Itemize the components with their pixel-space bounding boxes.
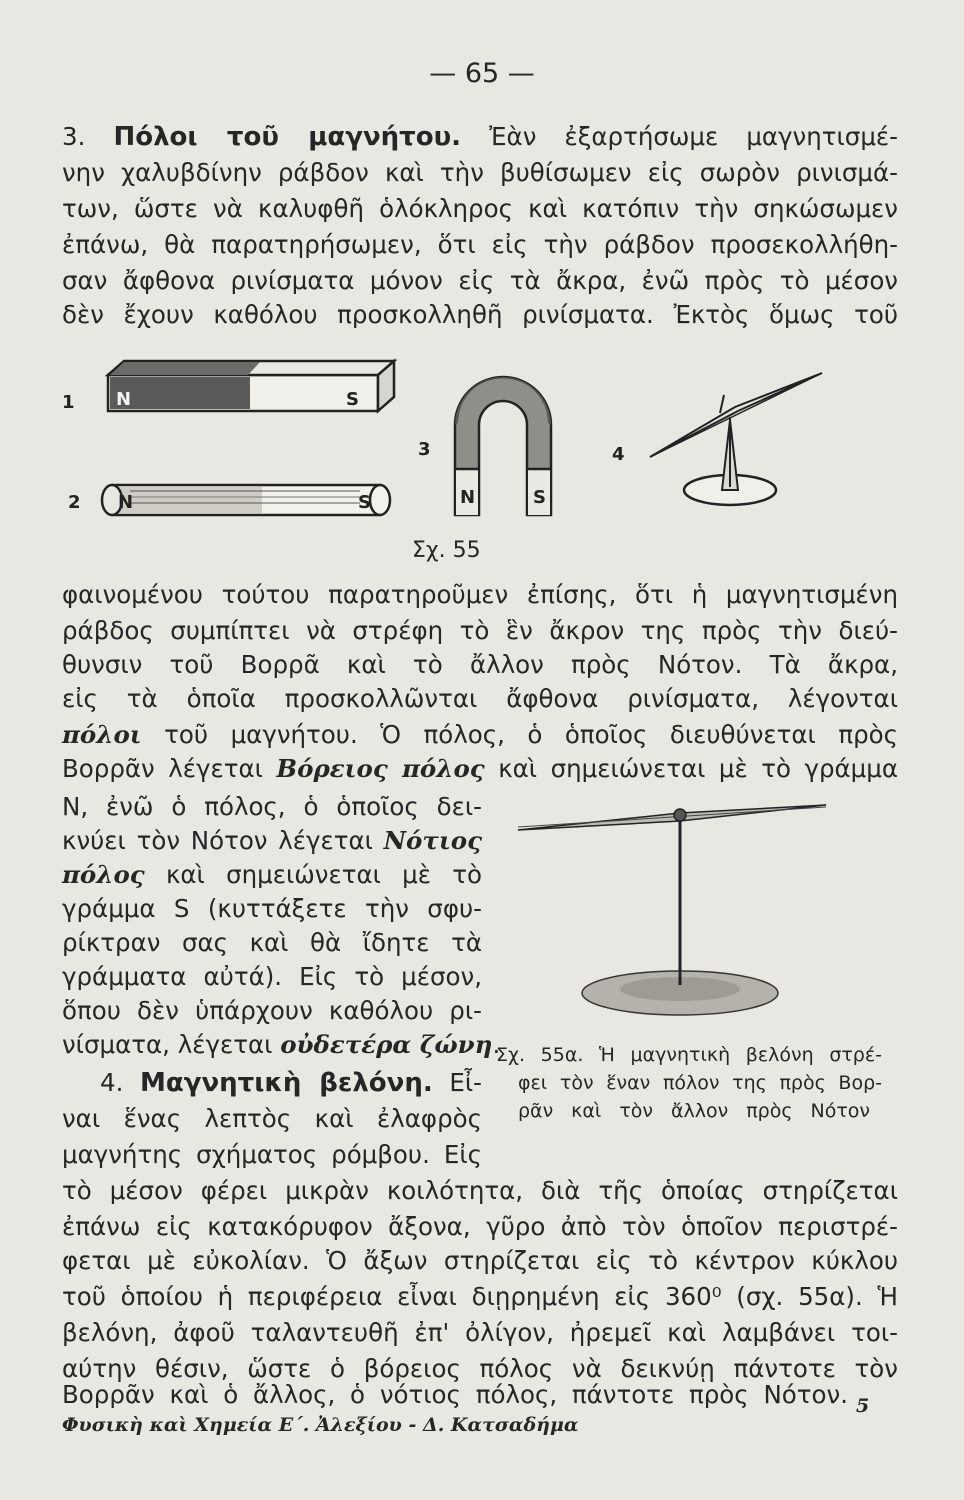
text-line: 3. Πόλοι τοῦ μαγνήτου. Ἐὰν ἐξαρτήσωμε μαγνητισμέ-: [62, 122, 899, 152]
figure-55a: [488, 775, 908, 1025]
text-line: ράβδος συμπίπτει νὰ στρέφη τὸ ἓν ἄκρον της πρὸς τὴν διεύ-: [62, 616, 898, 645]
text-line: θυνσιν τοῦ Βορρᾶ καὶ τὸ ἄλλον πρὸς Νότον. Τὰ ἄκρα,: [62, 650, 898, 679]
figure-label-1: 1: [62, 392, 75, 413]
text-line: ὅπου δὲν ὑπάρχουν καθόλου ρι-: [62, 996, 482, 1025]
text-line: των, ὥστε νὰ καλυφθῆ ὁλόκληρος καὶ κατόπιν τὴν σηκώσωμεν: [62, 194, 898, 223]
pole-label-n: N: [118, 492, 134, 513]
text-line: κνύει τὸν Νότον λέγεται Νότιος: [62, 826, 482, 855]
text-line: νίσματα, λέγεται οὐδετέρα ζώνη.: [62, 1030, 501, 1059]
text-line: ἐπάνω, θὰ παρατηρήσωμεν, ὅτι εἰς τὴν ράβδον προσεκολλήθη-: [62, 230, 898, 259]
pole-label-s: S: [358, 492, 371, 513]
text-line: Ν, ἐνῶ ὁ πόλος, ὁ ὁποῖος δει-: [62, 792, 482, 821]
term-north-pole: Βόρειος πόλος: [276, 754, 485, 783]
text-line: Βορρᾶν καὶ ὁ ἄλλος, ὁ νότιος πόλος, πάντοτε πρὸς Νότον.: [62, 1380, 848, 1409]
text-line: 4. Μαγνητικὴ βελόνη. Εἶ-: [100, 1068, 482, 1098]
text-line: πόλοι τοῦ μαγνήτου. Ὁ πόλος, ὁ ὁποῖος διευθύνεται πρὸς: [62, 720, 898, 749]
text-line: αύτην θέσιν, ὥστε ὁ βόρειος πόλος νὰ δεικνύῃ πάντοτε τὸν: [62, 1354, 898, 1383]
text-line: σαν ἄφθονα ρινίσματα μόνον εἰς τὰ ἄκρα, ἐνῶ πρὸς τὸ μέσον: [62, 266, 898, 295]
text-line: ρίκτραν σας καὶ θὰ ἴδητε τὰ: [62, 928, 482, 957]
footer-citation: Φυσικὴ καὶ Χημεία Ε΄. Ἀλεξίου - Δ. Κατσαδήμα: [62, 1414, 579, 1436]
compass-needle-stand: [650, 373, 822, 505]
text-line: τοῦ ὁποίου ἡ περιφέρεια εἶναι διῃρημένη εἰς 360⁰ (σχ. 55α). Ἡ: [62, 1282, 898, 1311]
text-line: πόλος καὶ σημειώνεται μὲ τὸ: [62, 860, 482, 889]
figure-55: [0, 345, 964, 575]
text-line: φεται μὲ εὐκολίαν. Ὁ ἄξων στηρίζεται εἰς τὸ κέντρον κύκλου: [62, 1246, 898, 1275]
text-line: δὲν ἔχουν καθόλου προσκολληθῆ ρινίσματα. Ἐκτὸς ὅμως τοῦ: [62, 300, 898, 329]
figure-55-caption: Σχ. 55: [412, 538, 481, 563]
text-line: ἐπάνω εἰς κατακόρυφον ἄξονα, γῦρο ἀπὸ τὸν ὁποῖον περιστρέ-: [62, 1212, 898, 1241]
figure-label-3: 3: [418, 439, 431, 460]
text-line: φαινομένου τούτου παρατηροῦμεν ἐπίσης, ὅτι ἡ μαγνητισμένη: [62, 580, 898, 609]
figure-55a-caption: Σχ. 55α. Ἡ μαγνητικὴ βελόνη στρέ-: [496, 1044, 882, 1066]
text-line: γράμμα S (κυττάξετε τὴν σφυ-: [62, 894, 482, 923]
magnetic-needle-on-stand: [518, 805, 826, 1015]
text-line: εἰς τὰ ὁποῖα προσκολλῶνται ἄφθονα ρινίσματα, λέγονται: [62, 684, 898, 713]
section-heading-poles: Πόλοι τοῦ μαγνήτου.: [113, 122, 462, 152]
figure-label-4: 4: [612, 444, 625, 465]
term-south-pole-cont: πόλος: [62, 860, 145, 889]
text-line: ναι ἕνας λεπτὸς καὶ ἐλαφρὸς: [62, 1104, 482, 1133]
text-line: γράμματα αὐτά). Εἰς τὸ μέσον,: [62, 962, 482, 991]
text-line: μαγνήτης σχήματος ρόμβου. Εἰς: [62, 1140, 482, 1169]
term-neutral-zone: οὐδετέρα ζώνη: [280, 1030, 493, 1059]
text-line: βελόνη, ἀφοῦ ταλαντευθῆ ἐπ' ὀλίγον, ἠρεμεῖ καὶ λαμβάνει τοι-: [62, 1318, 898, 1347]
page-number: — 65 —: [429, 58, 535, 89]
term-poles: πόλοι: [62, 720, 142, 749]
cylinder-magnet: [102, 485, 390, 515]
text-line: νην χαλυβδίνην ράβδον καὶ τὴν βυθίσωμεν εἰς σωρὸν ρινισμά-: [62, 158, 898, 187]
text-line: Βορρᾶν λέγεται Βόρειος πόλος καὶ σημειώνεται μὲ τὸ γράμμα: [62, 754, 898, 783]
pole-label-n: N: [460, 487, 476, 508]
figure-55a-caption: φει τὸν ἕναν πόλον της πρὸς Βορ-: [518, 1072, 882, 1094]
figure-label-2: 2: [68, 492, 81, 513]
pole-label-s: S: [346, 389, 359, 410]
pole-label-s: S: [533, 487, 546, 508]
signature-number: 5: [856, 1395, 870, 1417]
figure-55a-caption: ρᾶν καὶ τὸν ἄλλον πρὸς Νότον: [518, 1100, 870, 1122]
pole-label-n: N: [116, 389, 132, 410]
section-heading-needle: Μαγνητικὴ βελόνη.: [140, 1068, 433, 1098]
term-south-pole: Νότιος: [383, 826, 482, 855]
text-line: τὸ μέσον φέρει μικρὰν κοιλότητα, διὰ τῆς ὁποίας στηρίζεται: [62, 1176, 898, 1205]
